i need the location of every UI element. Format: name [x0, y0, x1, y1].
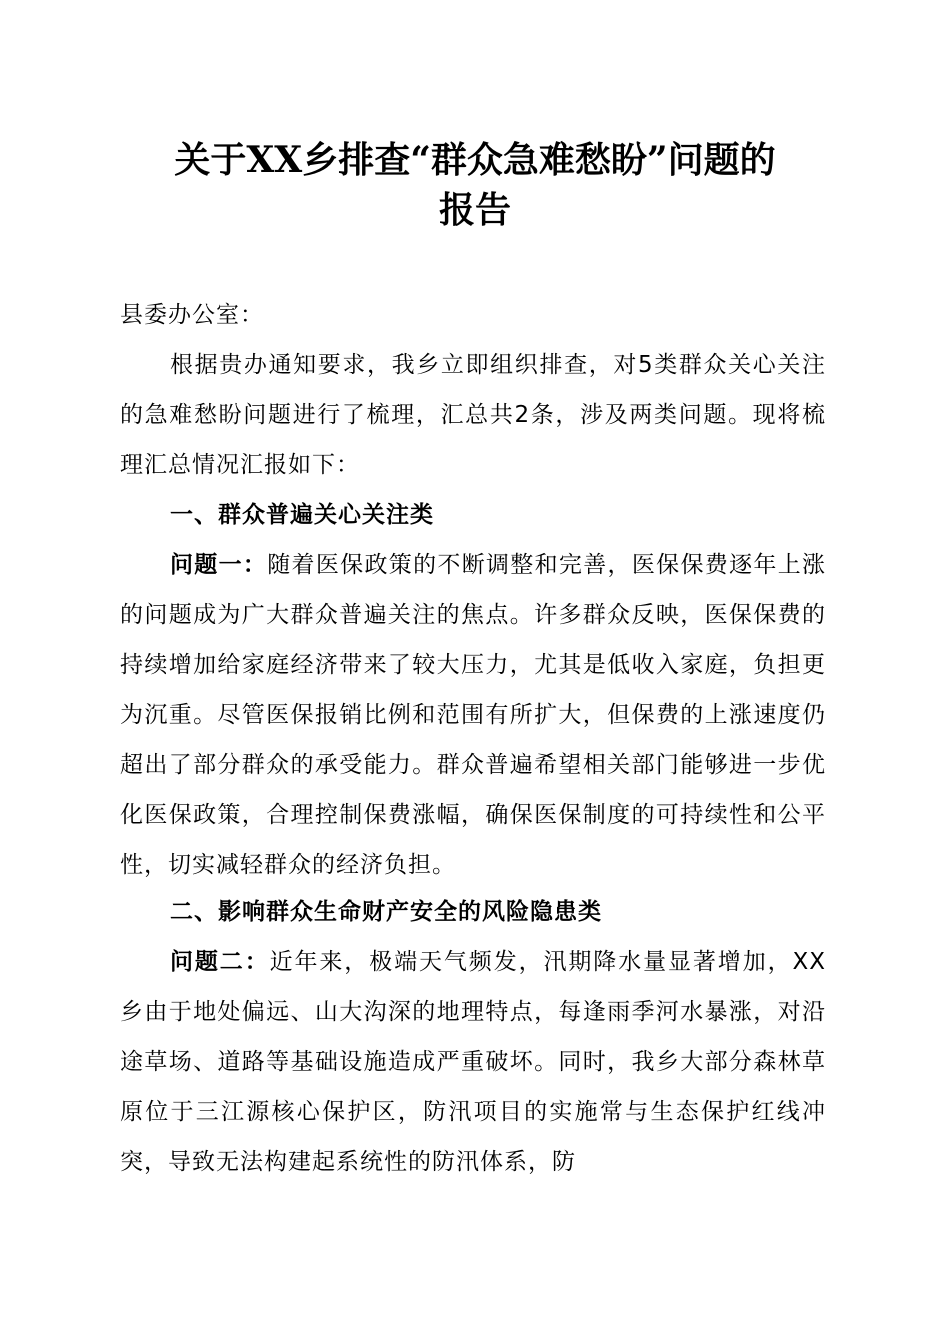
- section2-lead: 问题二：: [170, 949, 270, 975]
- section2-heading: 二、影响群众生命财产安全的风险隐患类: [170, 899, 602, 925]
- salutation: 县委办公室：: [120, 302, 264, 328]
- section2-paragraph: [120, 937, 826, 1187]
- document-title-line1: 关于XX乡排查“群众急难愁盼”问题的: [174, 139, 776, 181]
- section1-paragraph: [120, 540, 826, 890]
- section1-heading: 一、群众普遍关心关注类: [170, 502, 434, 528]
- section1-lead: 问题一：: [170, 552, 268, 578]
- section1-text: 随着医保政策的不断调整和完善，医保保费逐年上涨的问题成为广大群众普遍关注的焦点。许多群众反映，医保保费的持续增加给家庭经济带来了较大压力，尤其是低收入家庭，负担更为沉重。尽管医保报销比例和范围有所扩大，但保费的上涨速度仍超出了部分群众的承受能力。群众普遍希望相关部门能够进一步优化医保政策，合理控制保费涨幅，确保医保制度的可持续性和公平性，切实减轻群众的经济负担。: [120, 552, 827, 878]
- document-title-line2: 报告: [438, 189, 511, 231]
- section2-text: 近年来，极端天气频发，汛期降水量显著增加，XX乡由于地处偏远、山大沟深的地理特点，每逢雨季河水暴涨，对沿途草场、道路等基础设施造成严重破坏。同时，我乡大部分森林草原位于三江源核心保护区，防汛项目的实施常与生态保护红线冲突，导致无法构建起系统性的防汛体系，防: [120, 949, 827, 1175]
- intro-paragraph: 根据贵办通知要求，我乡立即组织排查，对5类群众关心关注的急难愁盼问题进行了梳理，汇总共2条，涉及两类问题。现将梳理汇总情况汇报如下：: [120, 352, 826, 478]
